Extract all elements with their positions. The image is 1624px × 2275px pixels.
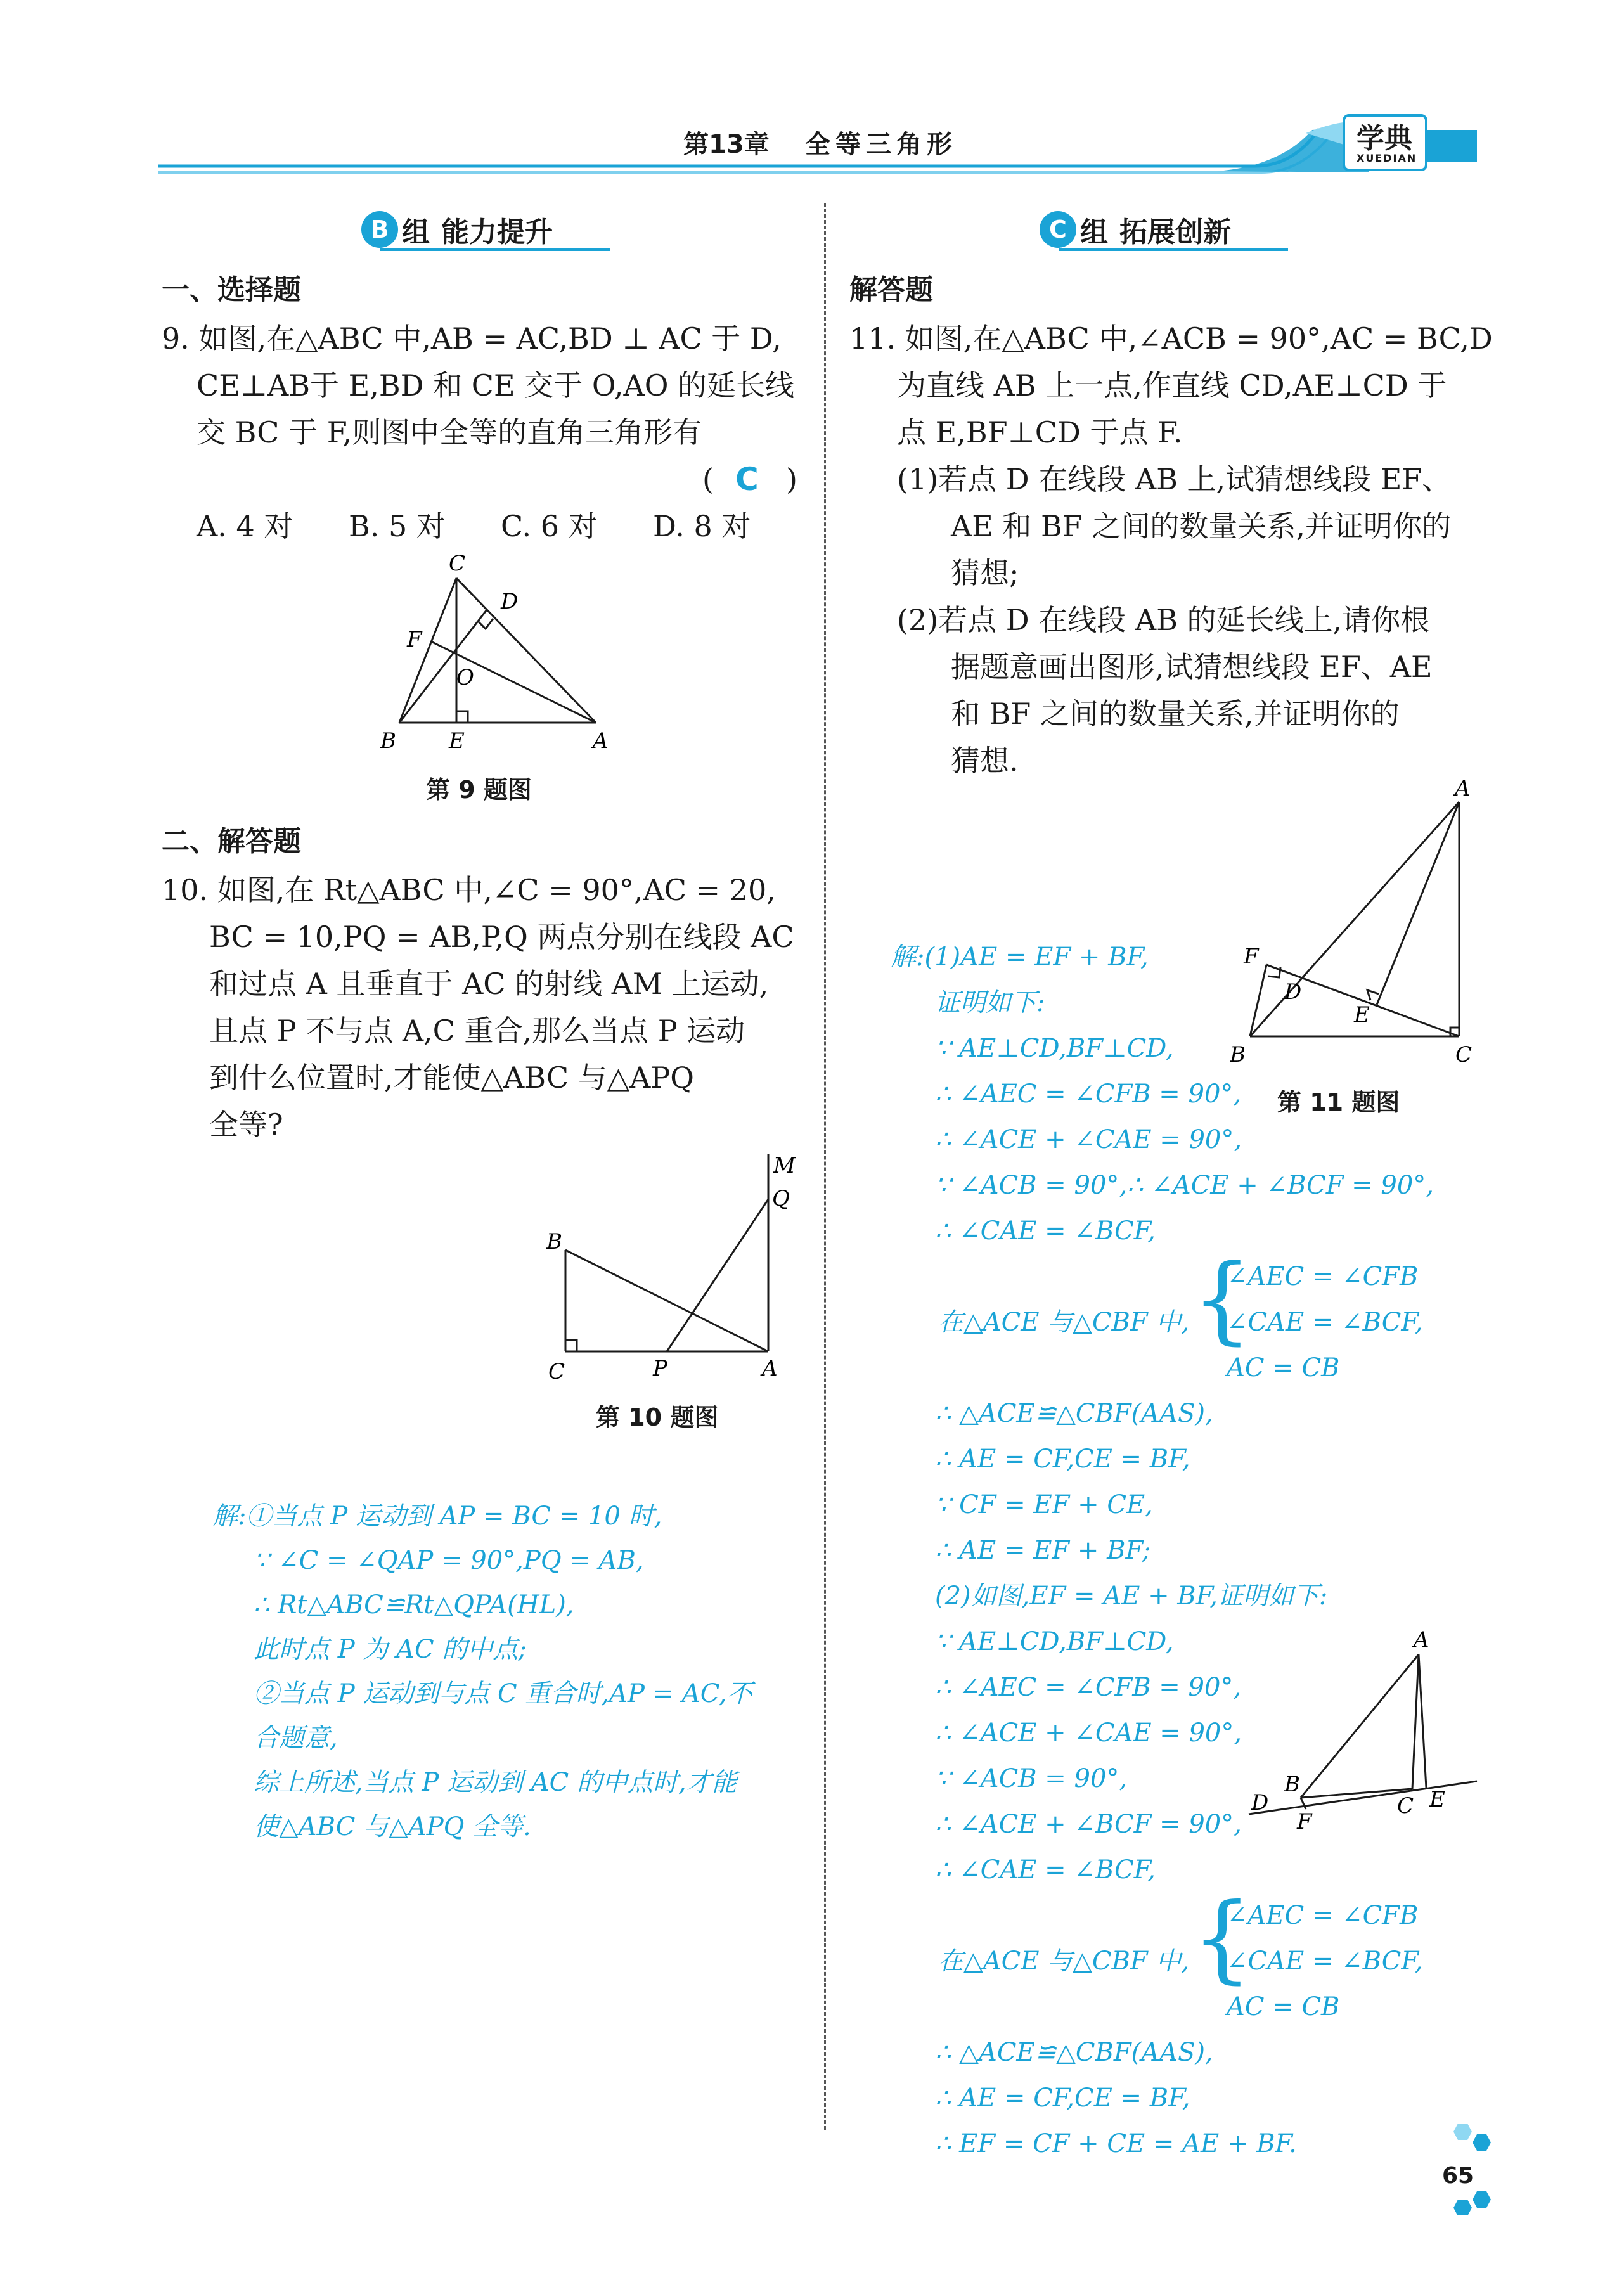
fig10-label-p: P [653, 1356, 667, 1381]
q11-sys1-line2: ∠CAE = ∠BCF, [1227, 1308, 1423, 1337]
fig10-label-m: M [773, 1153, 796, 1178]
q10-line3: 和过点 A 且垂直于 AC 的射线 AM 上运动, [209, 967, 769, 1001]
q11-line2: 为直线 AB 上一点,作直线 CD,AE⊥CD 于 [897, 368, 1447, 403]
fig11-label-a: A [1455, 780, 1471, 801]
q11-line3: 点 E,BF⊥CD 于点 F. [897, 415, 1183, 449]
fig11b-label-d: D [1251, 1790, 1269, 1815]
section-banner-b [361, 209, 553, 250]
chapter-number: 第13章 [683, 130, 770, 159]
figure-11 [1230, 780, 1496, 1084]
fig9-label-b: B [380, 728, 396, 754]
figure-9-caption: 第 9 题图 [426, 776, 532, 804]
q11-sol2-line1: (2)如图,EF = AE + BF,证明如下: [935, 1582, 1328, 1611]
q11-sol1b-line2: ∴ AE = CF,CE = BF, [935, 1445, 1190, 1474]
q11-part1-line1: (1)若点 D 在线段 AB 上,试猜想线段 EF、 [897, 462, 1452, 496]
q11-sys2-line1: ∠AEC = ∠CFB [1227, 1901, 1419, 1930]
fig10-label-q: Q [772, 1186, 790, 1211]
q11-part1-line3: 猜想; [951, 556, 1019, 590]
q11-sol2-line2: ∵ AE⊥CD,BF⊥CD, [935, 1627, 1174, 1656]
q10-line6: 全等? [209, 1107, 283, 1142]
q11-sol1-line7: ∴ ∠CAE = ∠BCF, [935, 1216, 1156, 1246]
q11-sys1-line3: AC = CB [1227, 1353, 1340, 1382]
q10-solution-line3: ∴ Rt△ABC≌Rt△QPA(HL), [254, 1590, 574, 1620]
section-heading-answer: 二、解答题 [162, 825, 301, 858]
q10-line5: 到什么位置时,才能使△ABC 与△APQ [209, 1060, 694, 1095]
q10-solution-line5: ②当点 P 运动到与点 C 重合时,AP = AC,不 [254, 1679, 752, 1708]
figure-9 [368, 545, 659, 767]
fig11-label-f: F [1244, 944, 1259, 969]
fig9-label-e: E [449, 728, 465, 754]
q10-line1: 10. 如图,在 Rt△ABC 中,∠C = 90°,AC = 20, [162, 873, 776, 907]
q11-sys1-line1: ∠AEC = ∠CFB [1227, 1262, 1419, 1291]
q11-part2-line1: (2)若点 D 在线段 AB 的延长线上,请你根 [897, 603, 1430, 637]
fig11-label-b: B [1230, 1042, 1246, 1067]
banner-underline [380, 248, 610, 251]
fig11-label-d: D [1284, 979, 1302, 1005]
fig11-label-c: C [1455, 1042, 1473, 1067]
q11-sol2-line6: ∴ ∠ACE + ∠BCF = 90°, [935, 1810, 1242, 1839]
q9-line3: 交 BC 于 F,则图中全等的直角三角形有 [197, 415, 702, 449]
q11-sol1-line1: 解:(1)AE = EF + BF, [891, 943, 1149, 972]
q9-option-b: B. 5 对 [349, 509, 446, 543]
fig10-label-a: A [762, 1356, 778, 1381]
column-divider [824, 203, 826, 2130]
q10-solution-line1: 解:①当点 P 运动到 AP = BC = 10 时, [212, 1502, 662, 1531]
q9-option-c: C. 6 对 [501, 509, 598, 543]
banner-underline [1059, 248, 1288, 251]
q11-sol1b-line3: ∵ CF = EF + CE, [935, 1490, 1153, 1519]
q10-solution-line8: 使△ABC 与△APQ 全等. [254, 1812, 531, 1841]
q11-sys2-line2: ∠CAE = ∠BCF, [1227, 1947, 1423, 1976]
group-badge: B [361, 211, 398, 248]
q11-sys1-brace: { [1192, 1244, 1253, 1355]
fig10-label-b: B [546, 1229, 562, 1254]
q11-sol1-line2: 证明如下: [935, 988, 1045, 1017]
fig11b-label-a: A [1414, 1627, 1429, 1653]
q11-part2-line4: 猜想. [951, 744, 1019, 778]
q10-solution-line6: 合题意, [254, 1724, 338, 1753]
q9-line2: CE⊥AB于 E,BD 和 CE 交于 O,AO 的延长线 [197, 368, 795, 403]
q9-line1: 9. 如图,在△ABC 中,AB = AC,BD ⊥ AC 于 D, [162, 321, 782, 356]
q11-sol2-line4: ∴ ∠ACE + ∠CAE = 90°, [935, 1718, 1242, 1748]
fig11b-label-c: C [1397, 1793, 1414, 1819]
chapter-title: 全等三角形 [805, 130, 957, 159]
fig9-label-f: F [407, 627, 422, 652]
q9-option-d: D. 8 对 [653, 509, 751, 543]
q11-sys2-intro: 在△ACE 与△CBF 中, [938, 1947, 1190, 1976]
banner-title: 拓展创新 [1119, 216, 1231, 248]
q11-sol1-line6: ∵ ∠ACB = 90°,∴ ∠ACE + ∠BCF = 90°, [935, 1171, 1434, 1200]
fig11b-label-f: F [1297, 1809, 1312, 1832]
q11-sol2b-line1: ∴ △ACE≌△CBF(AAS), [935, 2038, 1213, 2067]
q11-sol2-line3: ∴ ∠AEC = ∠CFB = 90°, [935, 1673, 1242, 1702]
q11-line1: 11. 如图,在△ABC 中,∠ACB = 90°,AC = BC,D [849, 321, 1493, 356]
q11-sys2-brace: { [1192, 1883, 1253, 1994]
fig11b-label-e: E [1429, 1787, 1445, 1812]
q11-part1-line2: AE 和 BF 之间的数量关系,并证明你的 [951, 509, 1452, 543]
q10-line4: 且点 P 不与点 A,C 重合,那么当点 P 运动 [209, 1014, 745, 1048]
q9-paren-close: ) [786, 462, 797, 496]
q9-paren-open: ( [702, 462, 714, 496]
figure-10-caption: 第 10 题图 [596, 1403, 719, 1431]
fig9-label-d: D [501, 589, 519, 614]
page-number: 65 [1442, 2163, 1474, 2189]
fig10-label-c: C [548, 1359, 565, 1384]
q11-sol2-line5: ∵ ∠ACB = 90°, [935, 1764, 1128, 1793]
q10-solution-line2: ∵ ∠C = ∠QAP = 90°,PQ = AB, [254, 1546, 644, 1575]
q10-solution-line4: 此时点 P 为 AC 的中点; [254, 1635, 527, 1664]
q11-sys1-intro: 在△ACE 与△CBF 中, [938, 1308, 1190, 1337]
fig11-label-e: E [1354, 1002, 1370, 1028]
section-banner-c [1040, 209, 1231, 250]
section-heading-answer-right: 解答题 [849, 274, 933, 306]
fig9-label-c: C [449, 551, 466, 576]
q11-part2-line2: 据题意画出图形,试猜想线段 EF、AE [951, 650, 1433, 684]
section-heading-choice: 一、选择题 [162, 274, 301, 306]
q11-sol1-line4: ∴ ∠AEC = ∠CFB = 90°, [935, 1079, 1242, 1109]
group-badge: C [1040, 211, 1076, 248]
figure-11-part2 [1242, 1616, 1483, 1832]
group-label: 组 [1080, 216, 1108, 248]
q11-sol2b-line2: ∴ AE = CF,CE = BF, [935, 2084, 1190, 2113]
figure-10 [532, 1147, 811, 1414]
q11-sol1b-line1: ∴ △ACE≌△CBF(AAS), [935, 1399, 1213, 1428]
q11-part2-line3: 和 BF 之间的数量关系,并证明你的 [951, 697, 1400, 731]
q11-sol2b-line3: ∴ EF = CF + CE = AE + BF. [935, 2129, 1297, 2158]
logo-text: 学典 [1357, 122, 1412, 155]
q10-line2: BC = 10,PQ = AB,P,Q 两点分别在线段 AC [209, 920, 794, 954]
q11-sol1-line3: ∵ AE⊥CD,BF⊥CD, [935, 1034, 1174, 1063]
banner-title: 能力提升 [441, 216, 553, 248]
logo-subtext: XUEDIAN [1357, 152, 1417, 164]
q9-option-a: A. 4 对 [197, 509, 293, 543]
q11-sol1b-line4: ∴ AE = EF + BF; [935, 1536, 1151, 1565]
fig11b-label-b: B [1284, 1772, 1300, 1797]
group-label: 组 [402, 216, 430, 248]
figure-11-caption: 第 11 题图 [1277, 1088, 1400, 1116]
fig9-label-o: O [456, 665, 474, 690]
q11-sol2-line7: ∴ ∠CAE = ∠BCF, [935, 1855, 1156, 1885]
q9-answer: C [735, 461, 759, 498]
q11-sys2-line3: AC = CB [1227, 1992, 1340, 2021]
q10-solution-line7: 综上所述,当点 P 运动到 AC 的中点时,才能 [254, 1768, 737, 1797]
fig9-label-a: A [593, 728, 609, 754]
q11-sol1-line5: ∴ ∠ACE + ∠CAE = 90°, [935, 1125, 1242, 1154]
